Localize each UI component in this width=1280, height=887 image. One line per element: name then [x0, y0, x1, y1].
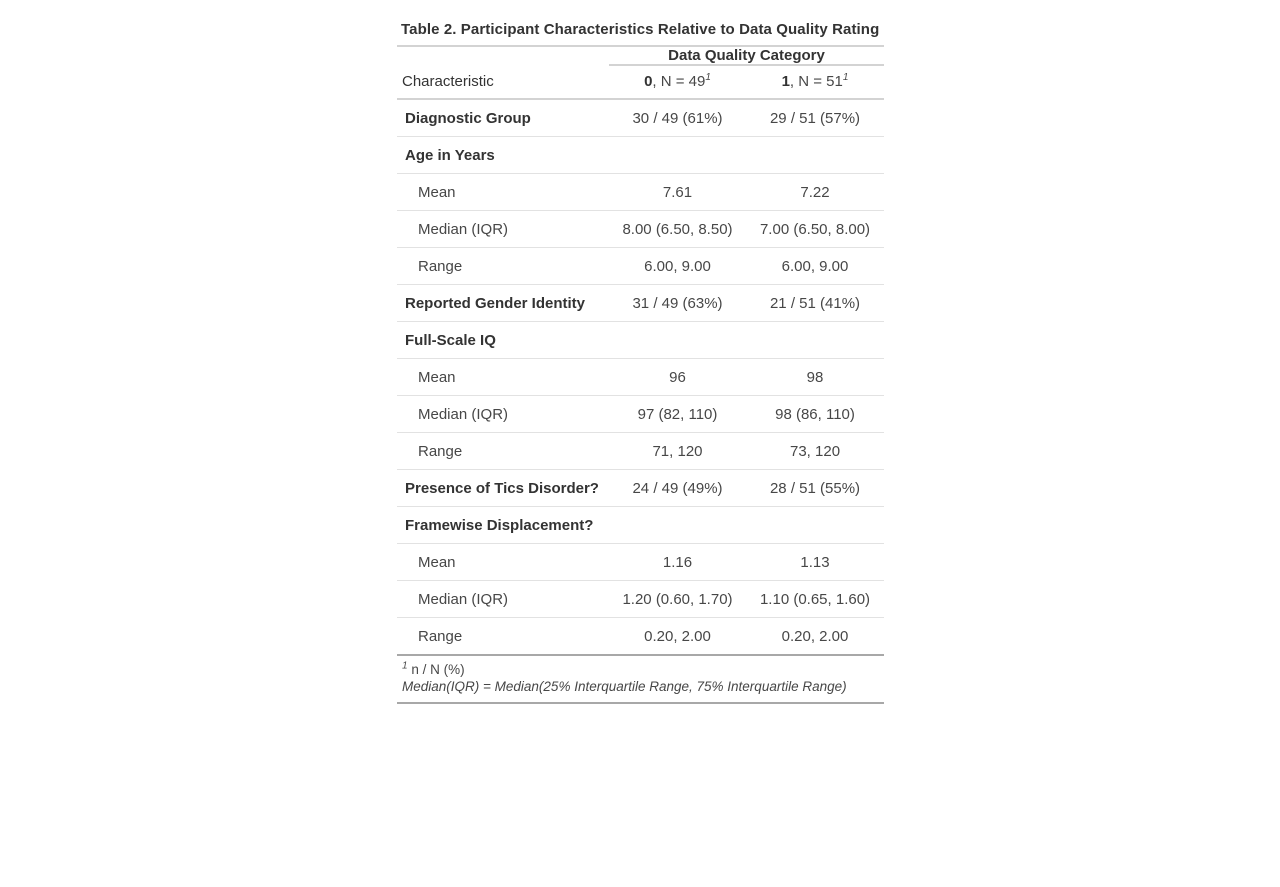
group-1-footnote-mark: 1 — [842, 72, 849, 83]
row-label: Full-Scale IQ — [397, 322, 609, 359]
value-cell-group-0: 97 (82, 110) — [609, 396, 746, 433]
table-row — [397, 359, 884, 396]
table-row — [397, 285, 884, 322]
row-label: Median (IQR) — [397, 211, 609, 248]
table-row — [397, 507, 884, 544]
value-cell-group-0: 7.61 — [609, 174, 746, 211]
row-label: Median (IQR) — [397, 396, 609, 433]
footnote-row-1 — [397, 655, 884, 678]
row-label: Range — [418, 627, 463, 645]
column-spanner-label: Data Quality Category — [609, 46, 884, 65]
table-row — [397, 99, 884, 137]
column-header-row — [397, 65, 884, 99]
table-row — [397, 581, 884, 618]
value-cell-group-1: 0.20, 2.00 — [781, 627, 849, 645]
value-cell-group-1 — [746, 322, 884, 359]
table-row — [397, 433, 884, 470]
row-label: Reported Gender Identity — [397, 285, 609, 322]
table-row — [397, 544, 884, 581]
row-label: Range — [397, 248, 609, 285]
table-row — [397, 396, 884, 433]
table-title-row — [397, 13, 884, 46]
value-cell-group-0 — [609, 322, 746, 359]
value-cell-group-0: 31 / 49 (63%) — [609, 285, 746, 322]
group-0-footnote-mark: 1 — [705, 72, 711, 83]
value-cell-group-1: 1.13 — [746, 544, 884, 581]
value-cell-group-0: 1.20 (0.60, 1.70) — [609, 581, 746, 618]
footnote-2-text: Median(IQR) = Median(25% Interquartile Range, 75% Interquartile Range) — [397, 678, 884, 703]
group-1-n: , N = 51 — [789, 73, 843, 90]
row-label: Mean — [397, 174, 609, 211]
row-label: Age in Years — [397, 137, 609, 174]
spanner-spacer — [397, 46, 609, 65]
table-row — [397, 174, 884, 211]
value-cell-group-0: 6.00, 9.00 — [609, 248, 746, 285]
group-0-label: 0 — [644, 73, 653, 90]
value-cell-group-0: 30 / 49 (61%) — [609, 99, 746, 137]
value-cell-group-1: 7.00 (6.50, 8.00) — [746, 211, 884, 248]
value-cell-group-0 — [609, 137, 746, 174]
value-cell-group-0 — [609, 507, 746, 544]
row-label: Range — [397, 433, 609, 470]
table-footnotes — [397, 655, 884, 703]
value-cell-group-1: 21 / 51 (41%) — [746, 285, 884, 322]
row-label: Presence of Tics Disorder? — [397, 470, 609, 507]
table-container — [397, 13, 884, 704]
row-label: Mean — [397, 359, 609, 396]
footnote-1-mark: 1 — [402, 660, 408, 672]
table-row — [397, 137, 884, 174]
value-cell-group-0: 24 / 49 (49%) — [609, 470, 746, 507]
value-cell-group-1: 98 (86, 110) — [746, 396, 884, 433]
value-cell-group-1: 7.22 — [746, 174, 884, 211]
value-cell-group-1 — [746, 137, 884, 174]
table-title: Table 2. Participant Characteristics Relative to Data Quality Rating — [397, 13, 884, 46]
value-cell-group-1 — [746, 507, 884, 544]
value-cell-group-0: 8.00 (6.50, 8.50) — [609, 211, 746, 248]
stub-column-header: Characteristic — [397, 65, 609, 99]
value-cell-group-1: 98 — [746, 359, 884, 396]
value-cell-group-1: 73, 120 — [746, 433, 884, 470]
value-cell-group-1: 28 / 51 (55%) — [746, 470, 884, 507]
value-cell-group-1: 29 / 51 (57%) — [746, 99, 884, 137]
row-label: Mean — [397, 544, 609, 581]
participant-characteristics-table — [397, 13, 884, 704]
column-spanner-row — [397, 46, 884, 65]
value-cell-group-1: 1.10 (0.65, 1.60) — [746, 581, 884, 618]
value-cell-group-0: 1.16 — [609, 544, 746, 581]
table-row — [397, 248, 884, 285]
value-cell-group-0: 71, 120 — [609, 433, 746, 470]
footnote-1 — [397, 655, 884, 678]
table-row — [397, 470, 884, 507]
group-0-n: , N = 49 — [652, 73, 706, 90]
table-row — [397, 618, 884, 656]
column-header-group-1 — [746, 65, 884, 99]
group-1-label: 1 — [781, 73, 790, 90]
footnote-row-2 — [397, 678, 884, 703]
table-row — [397, 211, 884, 248]
footnote-1-text: n / N (%) — [411, 662, 465, 677]
table-body — [397, 99, 884, 655]
value-cell-group-0: 96 — [609, 359, 746, 396]
row-label: Median (IQR) — [397, 581, 609, 618]
row-label: Framewise Displacement? — [397, 507, 609, 544]
table-row — [397, 322, 884, 359]
value-cell-group-0: 0.20, 2.00 — [644, 627, 711, 645]
row-label: Diagnostic Group — [397, 99, 609, 137]
column-header-group-0 — [609, 65, 746, 99]
value-cell-group-1: 6.00, 9.00 — [746, 248, 884, 285]
